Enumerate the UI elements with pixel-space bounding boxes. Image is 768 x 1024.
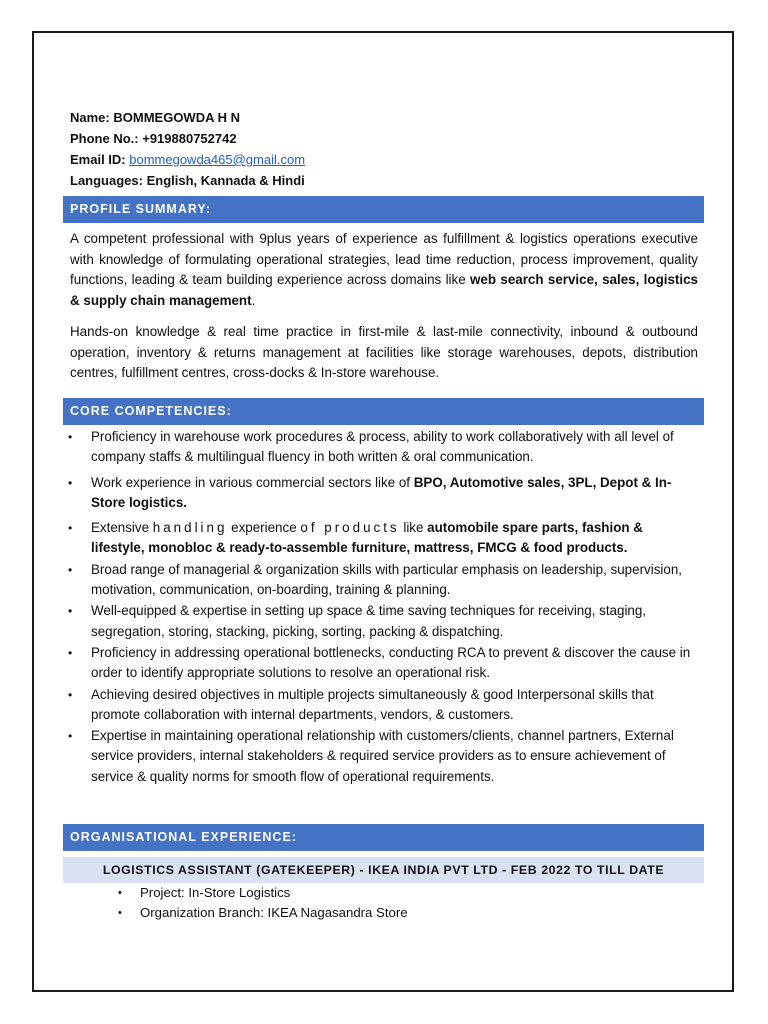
email-line: Email ID: bommegowda465@gmail.com (70, 152, 306, 167)
list-item: • Achieving desired objectives in multiple projects simultaneously & good Interpersonal skills that promote collaboration with internal departments, vendors, & customers. (66, 685, 700, 726)
name-value: BOMMEGOWDA H N (113, 110, 240, 125)
list-item: • Work experience in various commercial sectors like of BPO, Automotive sales, 3PL, Depot & In-Store logistics. (66, 473, 700, 514)
list-item: • Organization Branch: IKEA Nagasandra Store (116, 903, 408, 923)
email-link[interactable]: bommegowda465@gmail.com (129, 152, 306, 167)
profile-paragraph-2: Hands-on knowledge & real time practice in first-mile & last-mile connectivity, inbound & outbound operation, inventory & returns management at facilities like storage warehouses, depots, distribution centres, fulfillment centres, cross-docks & In-store warehouse. (70, 324, 698, 380)
role-title-bar: LOGISTICS ASSISTANT (GATEKEEPER) - IKEA INDIA PVT LTD - FEB 2022 TO TILL DATE (63, 857, 704, 883)
languages-value: English, Kannada & Hindi (146, 173, 305, 188)
competencies-list (66, 427, 700, 788)
list-item: • Project: In-Store Logistics (116, 883, 408, 903)
list-item: • Extensive handling experience of products like automobile spare parts, fashion & lifestyle, monobloc & ready-to-assemble furniture, mattress, FMCG & food products. (66, 518, 700, 559)
contact-block (70, 107, 698, 191)
name-line: Name: BOMMEGOWDA H N (70, 110, 240, 125)
core-competencies-header: CORE COMPETENCIES: (63, 398, 704, 425)
phone-value: +919880752742 (142, 131, 237, 146)
languages-line: Languages: English, Kannada & Hindi (70, 173, 305, 188)
list-item: • Proficiency in addressing operational bottlenecks, conducting RCA to prevent & discover the cause in order to identify appropriate solutions to resolve an operational risk. (66, 643, 700, 684)
phone-line: Phone No.: +919880752742 (70, 131, 237, 146)
profile-paragraph-1: A competent professional with 9plus years of experience as fulfillment & logistics operations executive with knowledge of formulating operational strategies, lead time reduction, process improvement, quality functions, leading & team building experience across domains like web search service, sales, logistics & supply chain management. (70, 231, 698, 308)
list-item: • Well-equipped & expertise in setting up space & time saving techniques for receiving, staging, segregation, storing, stacking, picking, sorting, packing & dispatching. (66, 601, 700, 642)
list-item: • Broad range of managerial & organization skills with particular emphasis on leadership, supervision, motivation, communication, on-boarding, training & planning. (66, 560, 700, 601)
role-details-list (116, 883, 408, 923)
list-item: • Expertise in maintaining operational relationship with customers/clients, channel partners, External service providers, internal stakeholders & required service providers as to ensure achievement of service & quality norms for smooth flow of operational requirements. (66, 726, 700, 787)
organisational-experience-header: ORGANISATIONAL EXPERIENCE: (63, 824, 704, 851)
list-item: • Proficiency in warehouse work procedures & process, ability to work collaboratively with all level of company staffs & multilingual fluency in both written & oral communication. (66, 427, 700, 468)
profile-summary-header: PROFILE SUMMARY: (63, 196, 704, 223)
